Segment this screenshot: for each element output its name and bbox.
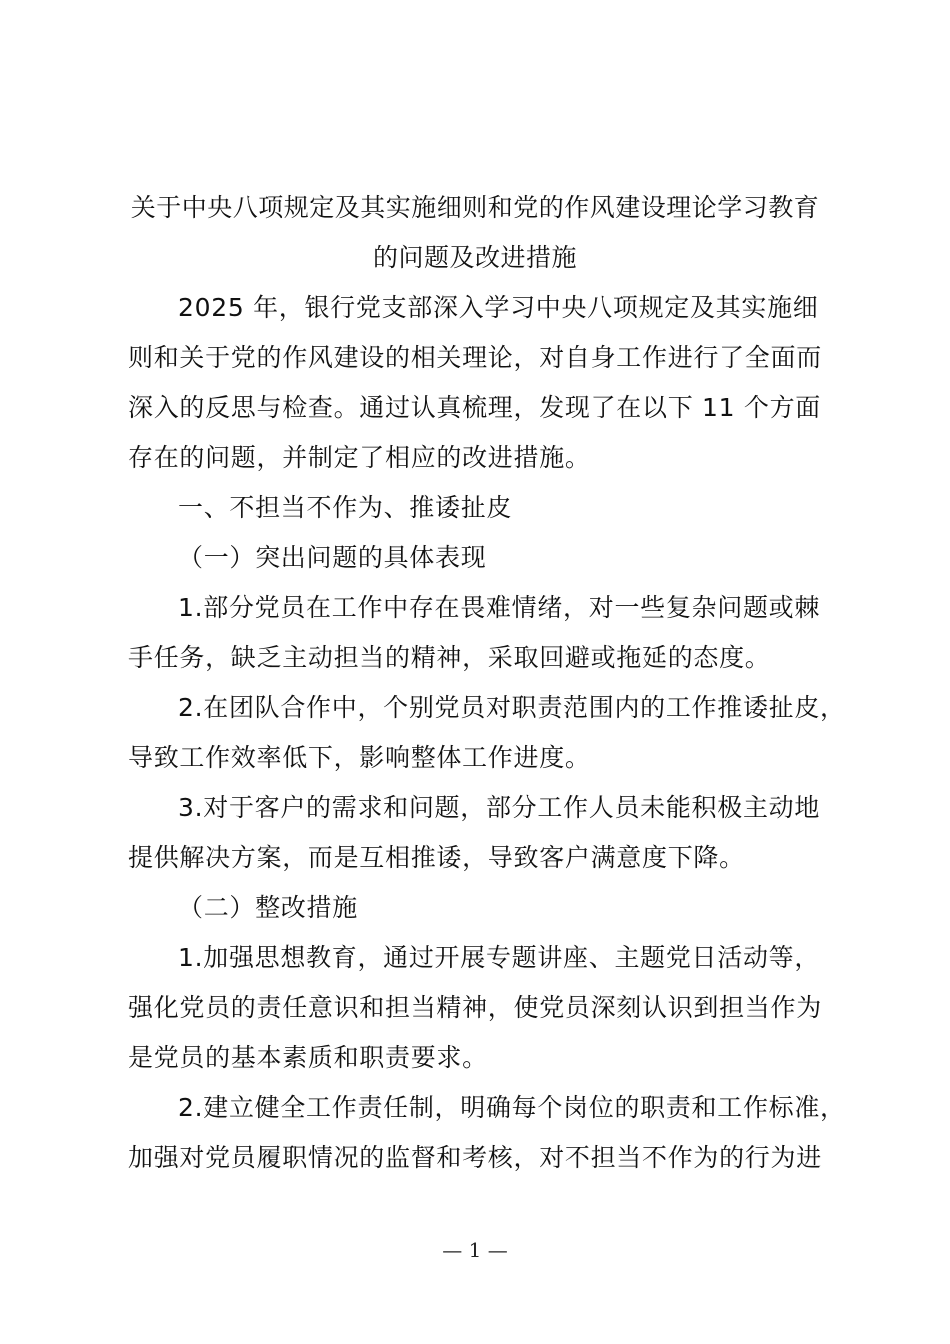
paragraph-line: 3.对于客户的需求和问题，部分工作人员未能积极主动地 (178, 793, 821, 822)
paragraph-line: 2.建立健全工作责任制，明确每个岗位的职责和工作标准， (178, 1093, 846, 1122)
paragraph-line: 2.在团队合作中，个别党员对职责范围内的工作推诿扯皮， (178, 693, 846, 722)
subsection-heading: （一）突出问题的具体表现 (178, 543, 487, 572)
paragraph-line: 1.部分党员在工作中存在畏难情绪，对一些复杂问题或棘 (178, 593, 821, 622)
paragraph-line: 深入的反思与检查。通过认真梳理，发现了在以下 11 个方面 (128, 393, 822, 422)
document-title-line-1: 关于中央八项规定及其实施细则和党的作风建设理论学习教育 (130, 193, 820, 222)
paragraph-line: 提供解决方案，而是互相推诿，导致客户满意度下降。 (128, 843, 745, 872)
paragraph-line: 加强对党员履职情况的监督和考核，对不担当不作为的行为进 (128, 1143, 822, 1172)
subsection-heading: （二）整改措施 (178, 893, 358, 922)
paragraph-line: 2025 年，银行党支部深入学习中央八项规定及其实施细 (178, 293, 819, 322)
paragraph-line: 则和关于党的作风建设的相关理论，对自身工作进行了全面而 (128, 343, 822, 372)
paragraph-line: 存在的问题，并制定了相应的改进措施。 (128, 443, 591, 472)
page-number: — 1 — (442, 1238, 508, 1262)
paragraph-line: 导致工作效率低下，影响整体工作进度。 (128, 743, 591, 772)
document-title-line-2: 的问题及改进措施 (372, 243, 577, 272)
paragraph-line: 1.加强思想教育，通过开展专题讲座、主题党日活动等， (178, 943, 821, 972)
section-heading: 一、不担当不作为、推诿扯皮 (178, 493, 513, 522)
paragraph-line: 是党员的基本素质和职责要求。 (128, 1043, 488, 1072)
paragraph-line: 手任务，缺乏主动担当的精神，采取回避或拖延的态度。 (128, 643, 771, 672)
paragraph-line: 强化党员的责任意识和担当精神，使党员深刻认识到担当作为 (128, 993, 822, 1022)
